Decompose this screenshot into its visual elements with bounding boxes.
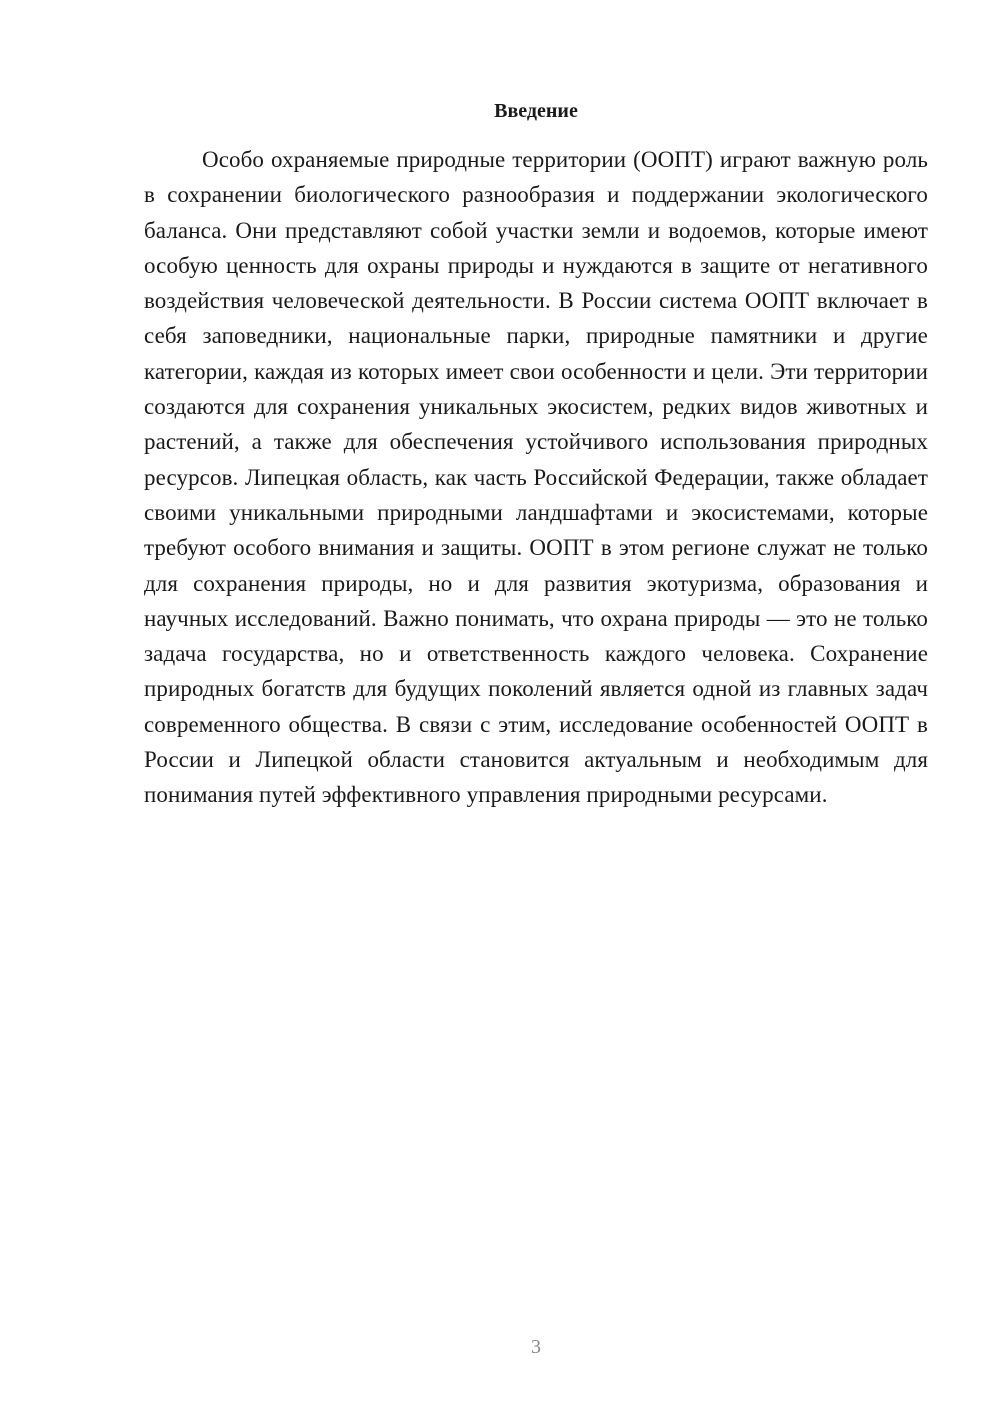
body-paragraph: Особо охраняемые природные территории (ООПТ) играют важную роль в сохранении биологического разнообразия и поддержании экологического баланса. Они представляют собой участки земли и водоемов, которые имеют особую ценность для охраны природы и нуждаются в защите от негативного воздействия человеческой деятельности. В России система ООПТ включает в себя заповедники, национальные парки, природные памятники и другие категории, каждая из которых имеет свои особенности и цели. Эти территории создаются для сохранения уникальных экосистем, редких видов животных и растений, а также для обеспечения устойчивого использования природных ресурсов. Липецкая область, как часть Российской Федерации, также обладает своими уникальными природными ландшафтами и экосистемами, которые требуют особого внимания и защиты. ООПТ в этом регионе служат не только для сохранения природы, но и для развития экотуризма, образования и научных исследований. Важно понимать, что охрана природы — это не только задача государства, но и ответственность каждого человека. Сохранение природных богатств для будущих поколений является одной из главных задач современного общества. В связи с этим, исследование особенностей ООПТ в России и Липецкой области становится актуальным и необходимым для понимания путей эффективного управления природными ресурсами.: [144, 147, 928, 808]
page-number: 3: [531, 1336, 541, 1358]
page-title: Введение: [494, 100, 578, 122]
